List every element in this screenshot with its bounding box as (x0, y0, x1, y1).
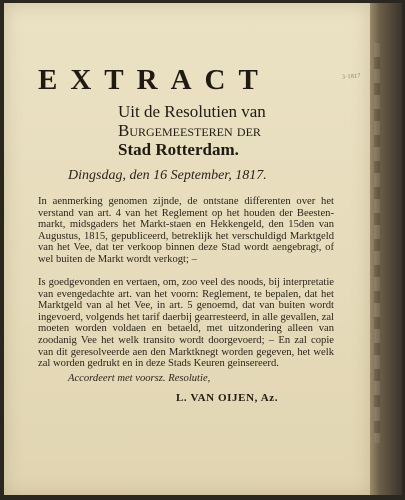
date-line: Dingsdag, den 16 September, 1817. (68, 168, 267, 183)
document-title: EXTRACT (38, 64, 271, 96)
subtitle-line-3: Stad Rotterdam. (118, 140, 239, 159)
paper-edge (370, 3, 402, 495)
paragraph-2: Is goedgevonden en vertaen, om, zoo veel des noods, bij interpretatie van evengedachte art. van het voorn: Reglement, te bepalen, dat het Marktgeld van al het Vee, in art. 5 genoemd, dat van buiten wordt ingevoerd, volgends het tarif daerbij gearresteerd, in alle gevallen, zal moeten worden voldaen en betaeld, met uitzondering alleen van zoodanig Vee het welk transito wordt doorgevoerd; – En zal copie van dit geresolveerde aen den Marktknegt worden gegeven, het welk zal worden gedrukt en in deze Stads Keuren geinsereerd. (38, 277, 334, 370)
signature: L. VAN OIJEN, Az. (176, 392, 279, 404)
closing-line: Accordeert met voorsz. Resolutie, (68, 373, 211, 384)
subtitle-line-1: Uit de Resolutien van (118, 102, 266, 121)
archive-stamp-mark: 3·1817 (341, 73, 361, 81)
paragraph-1: In aenmerking genomen zijnde, de ontstane differenten over het verstand van art. 4 van het Reglement op het houden der Beesten-markt, midsgaders het Markt-staen en Hekkengeld, den 15den van Augustus, 1815, gepubliceerd, betreklijk het verschuldigd Marktgeld van het Vee, dat ter verkoop binnen deze Stad wordt aengebragt, of wel buiten de Markt wordt verkogt; – (38, 196, 334, 265)
subtitle-line-2: Burgemeesteren der (118, 121, 261, 140)
